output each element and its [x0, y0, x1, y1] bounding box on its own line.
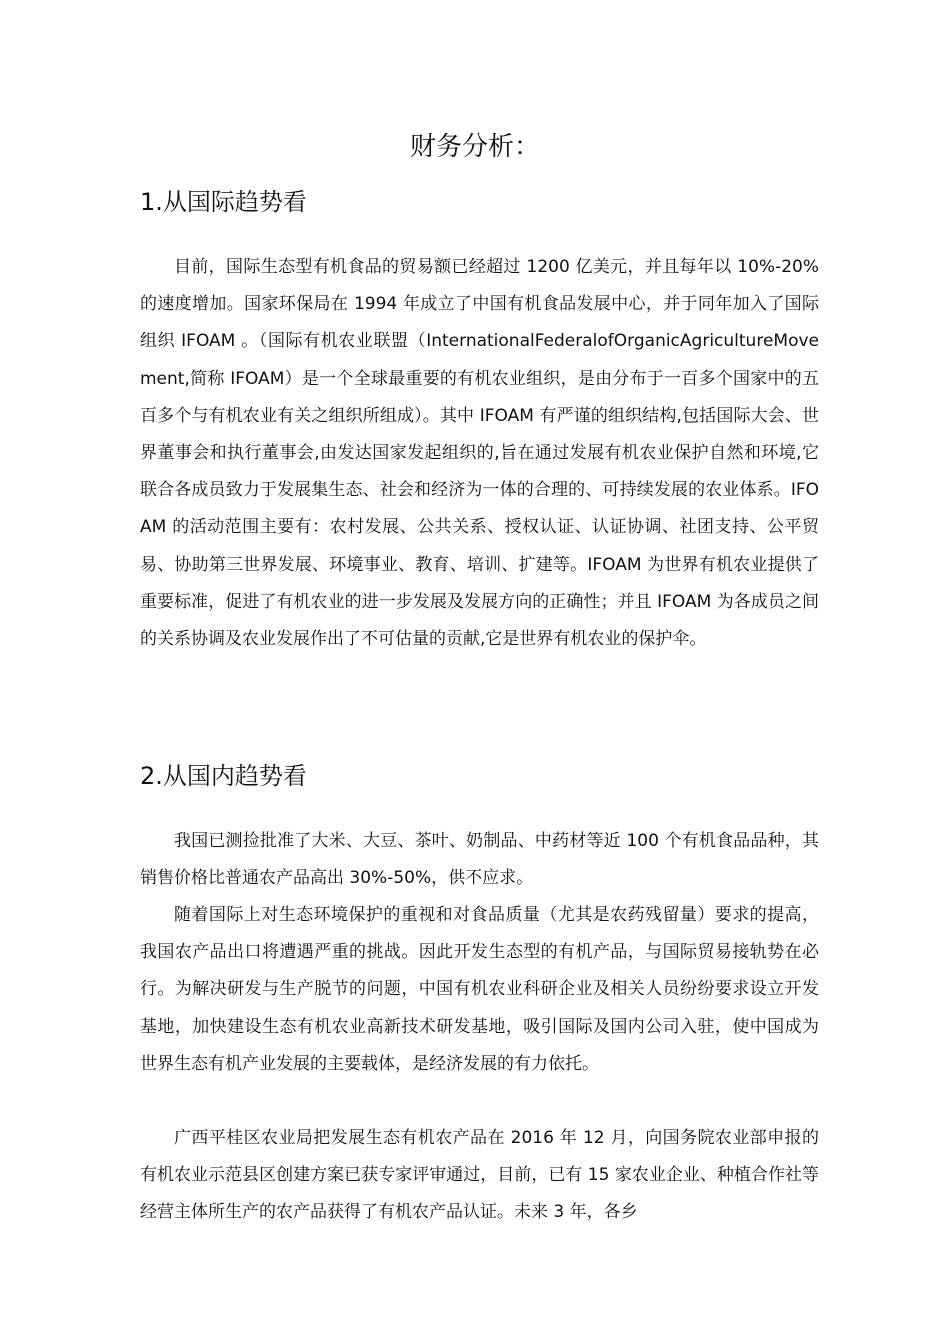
paragraph-domestic-development: 随着国际上对生态环境保护的重视和对食品质量（尤其是农药残留量）要求的提高，我国农产品出口将遭遇严重的挑战。因此开发生态型的有机产品，与国际贸易接轨势在必行。为解决研发与生产脱节的问题，中国有机农业科研企业及相关人员纷纷要求设立开发基地，加快建设生态有机农业高新技术研发基地，吸引国际及国内公司入驻，使中国成为世界生态有机产业发展的主要载体，是经济发展的有力依托。	[140, 905, 819, 1074]
paragraph-international-trend: 目前，国际生态型有机食品的贸易额已经超过 1200 亿美元，并且每年以 10%-20%的速度增加。国家环保局在 1994 年成立了中国有机食品发展中心，并于同年加入了国际组织 IFOAM 。（国际有机农业联盟（InternationalFederalofOrganicAgricultureMovement,简称 IFOAM）是一个全球最重要的有机农业组织，是由分布于一百多个国家中的五百多个与有机农业有关之组织所组成）。其中 IFOAM 有严谨的组织结构,包括国际大会、世界董事会和执行董事会,由发达国家发起组织的,旨在通过发展有机农业保护自然和环境,它联合各成员致力于发展集生态、社会和经济为一体的合理的、可持续发展的农业体系。IFOAM 的活动范围主要有：农村发展、公共关系、授权认证、认证协调、社团支持、公平贸易、协助第三世界发展、环境事业、教育、培训、扩建等。IFOAM 为世界有机农业提供了重要标准，促进了有机农业的进一步发展及发展方向的正确性；并且 IFOAM 为各成员之间的关系协调及农业发展作出了不可估量的贡献,它是世界有机农业的保护伞。	[140, 257, 819, 650]
document-title: 财务分析：	[409, 132, 540, 163]
paragraph-guangxi-pinggui: 广西平桂区农业局把发展生态有机农产品在 2016 年 12 月，向国务院农业部申报的有机农业示范县区创建方案已获专家评审通过，目前，已有 15 家农业企业、种植合作社等经营主体所生产的农产品获得了有机农产品认证。未来 3 年，各乡	[140, 1128, 819, 1223]
section-heading-international: 1.从国际趋势看	[140, 188, 307, 216]
section-heading-domestic: 2.从国内趋势看	[140, 762, 307, 790]
paragraph-domestic-products: 我国已测捡批准了大米、大豆、茶叶、奶制品、中药材等近 100 个有机食品品种，其销售价格比普通农产品高出 30%-50%，供不应求。	[140, 831, 819, 889]
